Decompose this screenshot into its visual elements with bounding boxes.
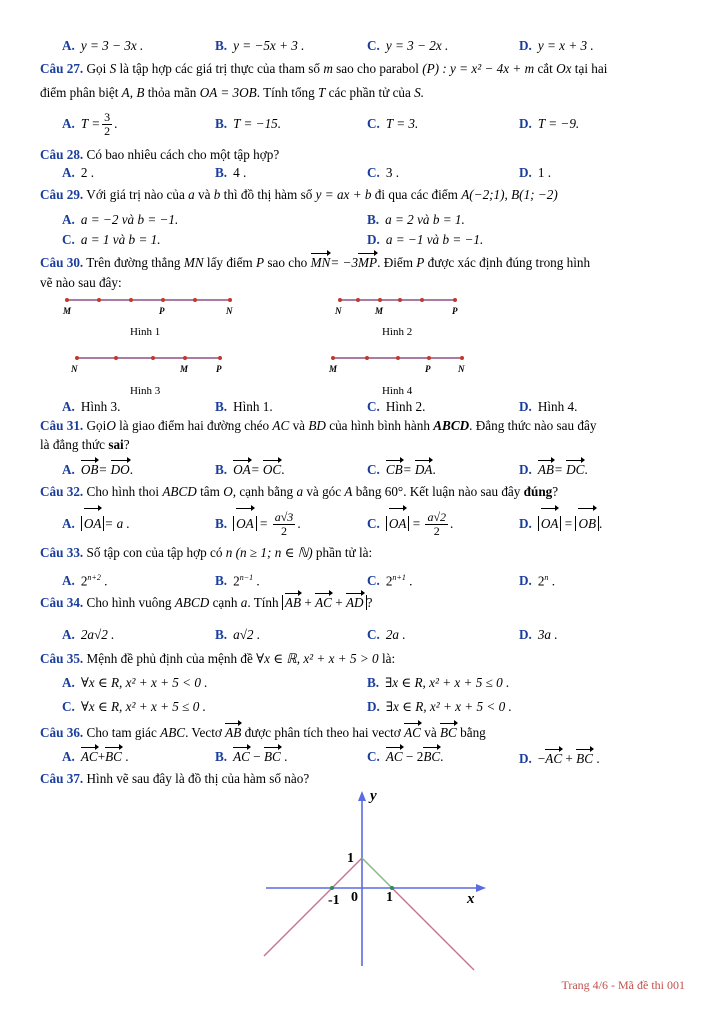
text: cạnh [212, 595, 238, 610]
option-letter: C. [367, 573, 380, 589]
vector: BC [439, 725, 457, 740]
q33-stem [40, 544, 688, 562]
option-text: ∀x ∈ R, x² + x + 5 < 0 . [80, 675, 208, 690]
q35-option-c[interactable] [62, 698, 206, 716]
option-letter: C. [367, 749, 380, 764]
q28-stem [40, 146, 688, 164]
q36-option-d[interactable]: D. −AC + BC . [519, 751, 600, 766]
q32-option-d[interactable]: D. OA = OB . [519, 509, 602, 539]
math: ABC [160, 725, 186, 740]
question-number: Câu 34. [40, 595, 84, 610]
q35-stem [40, 650, 688, 668]
option-letter: A. [62, 675, 75, 690]
text: tại hai [574, 61, 608, 76]
q31-option-c[interactable]: C. CB= DA. [367, 462, 436, 477]
q27-stem-line1 [40, 60, 688, 78]
vector: OA [541, 509, 559, 539]
option-letter: D. [519, 573, 532, 589]
segment [362, 858, 392, 888]
option-text: Hình 2. [385, 399, 426, 414]
text: Gọi [86, 61, 107, 76]
option-letter: B. [215, 516, 228, 531]
option-letter: D. [519, 751, 532, 766]
figure-1 [62, 298, 233, 338]
option-letter: B. [215, 573, 228, 589]
q29-option-a[interactable] [62, 211, 178, 229]
question-number: Câu 32. [40, 484, 84, 499]
q36-stem [40, 724, 688, 742]
math: a [296, 484, 304, 499]
q28-option-c[interactable] [367, 164, 399, 182]
option-text: a = 2 và b = 1. [385, 212, 465, 227]
q29-option-c[interactable] [62, 231, 161, 249]
option-letter: B. [215, 627, 228, 642]
option-text: Hình 4. [537, 399, 578, 414]
q27-stem-line2 [40, 84, 688, 102]
text: Cho hình vuông [86, 595, 172, 610]
label-m: M [63, 306, 72, 316]
option-letter: C. [62, 699, 75, 714]
vector: OA [233, 462, 251, 477]
text: vẽ nào sau đây: [40, 275, 122, 290]
math: MN [183, 255, 204, 270]
text: là giao điểm hai đường chéo [119, 418, 270, 433]
option-text: T = −9. [537, 116, 580, 131]
label-n: N [71, 364, 78, 374]
text: thỏa mãn [147, 85, 197, 100]
q26-option-b[interactable] [215, 37, 304, 55]
vector: OA [84, 509, 102, 539]
vector: OB [578, 509, 596, 539]
q28-option-d[interactable] [519, 164, 551, 182]
option-text: ∃x ∈ R, x² + x + 5 < 0 . [385, 699, 512, 714]
q31-option-b[interactable]: B. OA= OC. [215, 462, 285, 477]
text: . Điểm [377, 255, 413, 270]
vector: DC [566, 462, 585, 477]
text: ? [123, 437, 130, 452]
vector-sum: AB + AC + AD [282, 595, 367, 610]
q29-option-d[interactable] [367, 231, 483, 249]
q35-option-b[interactable] [367, 674, 509, 692]
q27-option-b[interactable] [215, 115, 281, 133]
q34-option-c[interactable] [367, 626, 406, 644]
math: P [255, 255, 265, 270]
option-letter: D. [519, 116, 532, 131]
text: Trên đường thẳng [86, 255, 181, 270]
question-number: Câu 30. [40, 255, 84, 270]
q37-graph [262, 786, 492, 971]
text: lấy điểm [206, 255, 253, 270]
option-text: a = −1 và b = −1. [385, 232, 484, 247]
q31-stem-line2 [40, 436, 688, 454]
option-letter: D. [367, 699, 380, 714]
math: = −3 [330, 255, 359, 270]
text: và góc [306, 484, 342, 499]
option-text: ∀x ∈ R, x² + x + 5 ≤ 0 . [80, 699, 206, 714]
text: điểm phân biệt [40, 85, 119, 100]
option-letter: B. [215, 462, 228, 477]
x-axis-arrow [476, 884, 486, 892]
text: các phần tử của [328, 85, 411, 100]
math: O [106, 418, 116, 433]
vector: DO [110, 462, 130, 477]
vector: DA [414, 462, 433, 477]
option-letter: B. [215, 399, 228, 414]
option-letter: A. [62, 116, 75, 131]
option-letter: B. [367, 212, 380, 227]
q30-option-c[interactable] [367, 398, 425, 416]
question-number: Câu 31. [40, 418, 84, 433]
option-text: a√2 . [233, 627, 261, 642]
math: m [323, 61, 333, 76]
text: Cho tam giác [86, 725, 157, 740]
tick-0: 0 [351, 890, 358, 905]
option-text: 3 . [385, 165, 400, 180]
q34-option-a[interactable] [62, 626, 114, 644]
text: . Tính tổng [256, 85, 315, 100]
q29-stem [40, 186, 688, 204]
q33-option-c[interactable]: C. $2^{n+1}$ . [367, 573, 413, 589]
text: của hình bình hành [329, 418, 430, 433]
q36-option-b[interactable]: B. AC − BC . [215, 749, 288, 764]
text: Với giá trị nào của [86, 187, 185, 202]
caption-fig3: Hình 3 [130, 385, 161, 397]
figure-3 [70, 356, 222, 397]
math: S [109, 61, 117, 76]
graph-left-branch [264, 858, 362, 956]
fraction: $\frac{3}{2}$ [104, 110, 111, 139]
q30-option-a[interactable] [62, 398, 120, 416]
math: BD [308, 418, 326, 433]
text: là đẳng thức [40, 437, 106, 452]
option-letter: C. [367, 165, 380, 180]
q30-option-d[interactable] [519, 398, 577, 416]
option-letter: C. [367, 462, 380, 477]
text: là: [381, 651, 396, 666]
option-letter: A. [62, 212, 75, 227]
q28-option-a[interactable] [62, 164, 94, 182]
option-letter: A. [62, 462, 75, 477]
option-text: y = 3 − 3x . [80, 38, 144, 53]
label-n: N [458, 364, 465, 374]
text: bằng [355, 484, 382, 499]
tick-1-x: 1 [386, 890, 393, 905]
q31-option-a[interactable]: A. OB= DO. [62, 462, 133, 477]
text: và [424, 725, 437, 740]
question-number: Câu 35. [40, 651, 84, 666]
math: a [188, 187, 195, 202]
q27-option-c[interactable] [367, 115, 418, 133]
figure-2 [334, 298, 458, 338]
q34-option-b[interactable] [215, 626, 260, 644]
q26-option-d[interactable] [519, 37, 594, 55]
question-number: Câu 27. [40, 61, 84, 76]
caption-fig1: Hình 1 [130, 326, 161, 338]
option-text: 2a . [385, 627, 406, 642]
text: Có bao nhiêu cách cho một tập hợp? [86, 147, 280, 162]
option-letter: A. [62, 399, 75, 414]
q34-stem: Câu 34. Cho hình vuông ABCD cạnh a. Tính AB + AC + AD ? [40, 595, 373, 610]
option-letter: D. [519, 165, 532, 180]
option-text: y = 3 − 2x . [385, 38, 449, 53]
label-p: P [425, 364, 431, 374]
q33-option-a[interactable]: A. $2^{n+2}$ . [62, 573, 108, 589]
tick-1-y: 1 [347, 851, 354, 866]
label-n: N [226, 306, 233, 316]
text: Gọi [86, 418, 107, 433]
math: (n ≥ 1; n ∈ ℕ) [235, 545, 313, 560]
fraction: $\frac{a√2}{2}$ [427, 510, 447, 539]
text: sao cho parabol [336, 61, 419, 76]
option-letter: B. [215, 165, 228, 180]
option-letter: D. [519, 462, 532, 477]
text: cắt [537, 61, 553, 76]
q36-option-c[interactable]: C. AC − 2BC. [367, 749, 444, 764]
option-text: T = 3. [385, 116, 419, 131]
option-letter: D. [519, 516, 532, 531]
option-letter: C. [367, 627, 380, 642]
option-letter: A. [62, 627, 75, 642]
math: 60° [384, 484, 404, 499]
math: A(−2;1), B(1; −2) [461, 187, 558, 202]
option-letter: B. [215, 116, 228, 131]
vector: OA [236, 509, 254, 539]
math: n [225, 545, 233, 560]
figure-4 [328, 356, 465, 397]
option-letter: A. [62, 573, 75, 589]
text: sao cho [267, 255, 308, 270]
text: , cạnh bằng [232, 484, 294, 499]
q33-option-d[interactable]: D. 2$^n$ . [519, 573, 556, 589]
vector: AB [537, 462, 554, 477]
option-letter: C. [367, 38, 380, 53]
q34-option-d[interactable] [519, 626, 558, 644]
option-text: Hình 3. [80, 399, 121, 414]
option-letter: C. [367, 116, 380, 131]
option-text: T = −15. [233, 116, 282, 131]
vector: AB [225, 725, 242, 740]
option-letter: D. [519, 399, 532, 414]
vector: MN [310, 255, 331, 270]
label-p: P [452, 306, 458, 316]
option-text: ∃x ∈ R, x² + x + 5 ≤ 0 . [385, 675, 510, 690]
option-text: y = −5x + 3 . [233, 38, 305, 53]
math: b [213, 187, 221, 202]
q36-option-a[interactable]: A. AC+BC . [62, 749, 129, 764]
option-text: a = −2 và b = −1. [80, 212, 179, 227]
option-letter: A. [62, 165, 75, 180]
label-p: P [159, 306, 165, 316]
text: Hình vẽ sau đây là đồ thị của hàm số nào? [86, 771, 310, 786]
text: phần tử là: [315, 545, 373, 560]
vector: OA [389, 509, 407, 539]
page-footer: Trang 4/6 - Mã đề thi 001 [561, 978, 685, 992]
q33-option-b[interactable]: B. $2^{n-1}$ . [215, 573, 260, 589]
text: đi qua các điểm [374, 187, 458, 202]
text: Số tập con của tập hợp có [86, 545, 223, 560]
option-text: 3a . [537, 627, 558, 642]
option-letter: C. [367, 399, 380, 414]
q26-option-c[interactable] [367, 37, 448, 55]
text: và [198, 187, 211, 202]
q35-option-a[interactable] [62, 674, 208, 692]
math: a [240, 595, 248, 610]
math: ABCD [174, 595, 210, 610]
option-text: Hình 1. [233, 399, 273, 414]
vector: MP [358, 255, 378, 270]
text: . Kết luận nào sau đây [403, 484, 521, 499]
option-letter: C. [367, 516, 380, 531]
option-text: y = x + 3 . [537, 38, 594, 53]
question-number: Câu 28. [40, 147, 84, 162]
emphasis: sai [108, 437, 124, 452]
q31-stem-line1 [40, 417, 688, 435]
math: ABCD [162, 484, 197, 499]
text: bằng [460, 725, 486, 740]
text: Cho hình thoi [86, 484, 160, 499]
text: ? [552, 484, 559, 499]
label-p: P [216, 364, 222, 374]
text: . Tính [247, 595, 279, 610]
vector: AC [404, 725, 421, 740]
math: ABCD [433, 418, 470, 433]
label-m: M [180, 364, 189, 374]
vector: CB [385, 462, 403, 477]
option-text: 1 . [537, 165, 552, 180]
option-text: a = 1 và b = 1. [80, 232, 161, 247]
q31-option-d[interactable]: D. AB= DC. [519, 462, 588, 477]
q32-option-a[interactable]: A. OA = a . [62, 509, 130, 539]
caption-fig2: Hình 2 [382, 326, 413, 338]
y-label: y [370, 788, 377, 804]
math: T [318, 85, 326, 100]
option-letter: B. [215, 749, 228, 764]
q32-stem [40, 483, 688, 501]
math: Ox [556, 61, 572, 76]
q32-option-b[interactable]: B. OA = $\frac{a√3}{2}$ . [215, 510, 301, 539]
tick-neg1: -1 [328, 893, 340, 908]
x-label: x [467, 891, 475, 907]
q30-stem-line1 [40, 254, 688, 272]
question-number: Câu 33. [40, 545, 84, 560]
text: . Vectơ [185, 725, 222, 740]
math: AC [272, 418, 290, 433]
math: OA = 3OB [199, 85, 257, 100]
option-text: T = [80, 116, 101, 131]
math: S. [414, 85, 425, 100]
q30-stem-line2 [40, 274, 688, 292]
option-text: 2 . [80, 165, 95, 180]
text: là tập hợp các giá trị thực của tham số [119, 61, 321, 76]
question-number: Câu 36. [40, 725, 84, 740]
q28-option-b[interactable] [215, 164, 246, 182]
q30-option-b[interactable] [215, 398, 273, 416]
math: P [416, 255, 425, 270]
caption-fig4: Hình 4 [382, 385, 413, 397]
point-neg1 [330, 886, 334, 890]
math: ∀x ∈ ℝ, x² + x + 5 > 0 [256, 651, 379, 666]
math: (P) : y = x² − 4x + m [422, 61, 535, 76]
option-letter: A. [62, 749, 75, 764]
option-letter: D. [519, 627, 532, 642]
text: và [292, 418, 306, 433]
label-m: M [375, 306, 384, 316]
text: tâm [200, 484, 220, 499]
vector: OC [262, 462, 282, 477]
label-m: M [329, 364, 338, 374]
question-number: Câu 37. [40, 771, 84, 786]
option-letter: B. [215, 38, 228, 53]
question-number: Câu 29. [40, 187, 84, 202]
q26-option-a[interactable] [62, 37, 143, 55]
math: A [344, 484, 353, 499]
q35-option-d[interactable] [367, 698, 512, 716]
vector: OB [80, 462, 99, 477]
q32-option-c[interactable]: C. OA = $\frac{a√2}{2}$ . [367, 510, 454, 539]
option-letter: B. [367, 675, 380, 690]
fraction: $\frac{a√3}{2}$ [274, 510, 294, 539]
option-letter: D. [519, 38, 532, 53]
q29-option-b[interactable] [367, 211, 465, 229]
text: được phân tích theo hai vectơ [244, 725, 401, 740]
q27-option-d[interactable] [519, 115, 579, 133]
math: O [223, 484, 233, 499]
label-n: N [335, 306, 342, 316]
q27-option-a[interactable]: A. T = $\frac{3}{2}$ . [62, 110, 118, 139]
text: . Đẳng thức nào sau đây [469, 418, 597, 433]
option-letter: D. [367, 232, 380, 247]
math: y = ax + b [315, 187, 372, 202]
option-text: 4 . [233, 165, 247, 180]
option-letter: A. [62, 516, 75, 531]
option-letter: C. [62, 232, 75, 247]
emphasis: đúng [523, 484, 553, 499]
option-text: 2a√2 . [80, 627, 115, 642]
math: A, B [121, 85, 145, 100]
text: thì đồ thị hàm số [223, 187, 313, 202]
q30-figures [55, 292, 655, 402]
y-axis-arrow [358, 791, 366, 801]
text: được xác định đúng trong hình [427, 255, 591, 270]
text: Mệnh đề phủ định của mệnh đề [86, 651, 253, 666]
option-letter: A. [62, 38, 75, 53]
